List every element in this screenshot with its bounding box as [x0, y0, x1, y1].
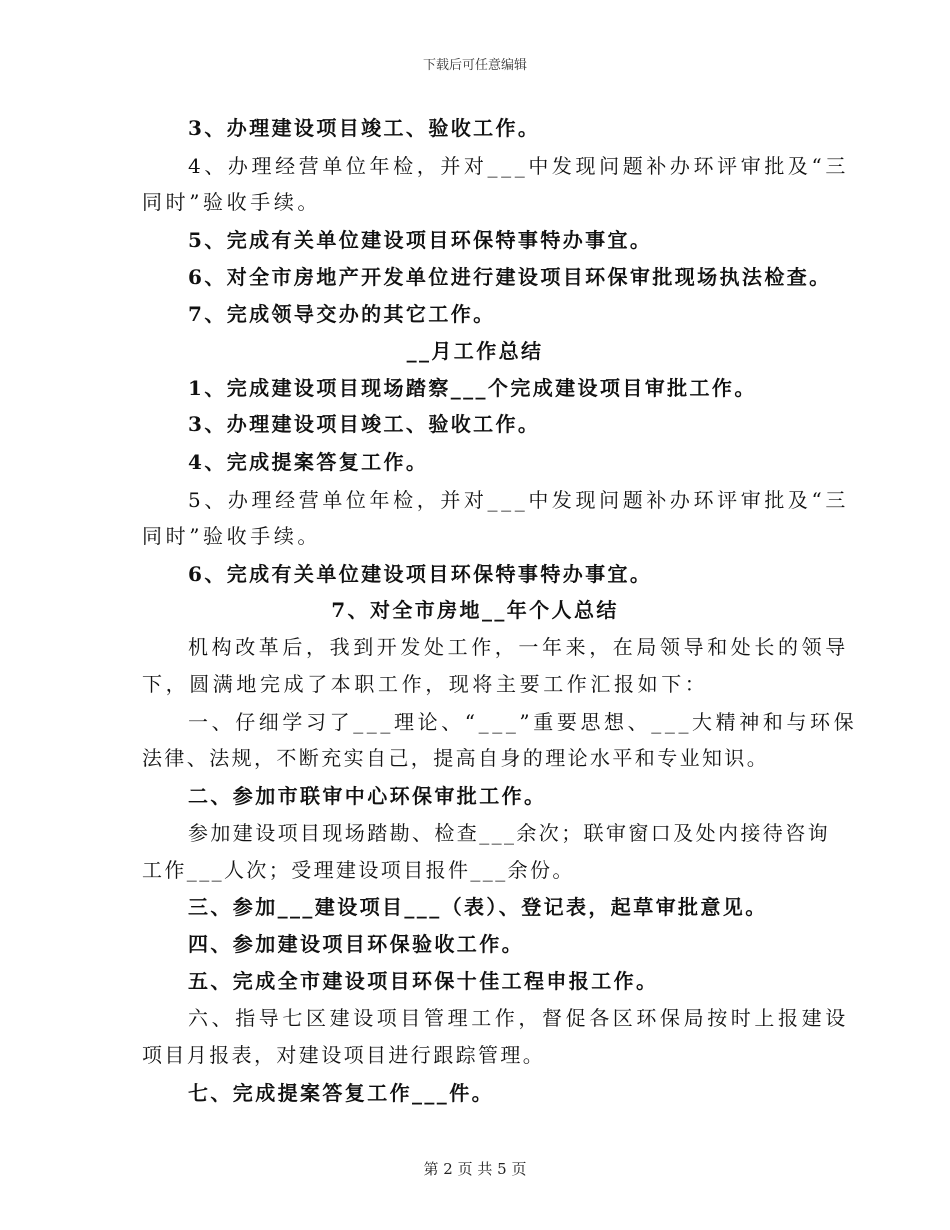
text-line: 五、完成全市建设项目环保十佳工程申报工作。	[188, 969, 659, 993]
text-line: 四、参加建设项目环保验收工作。	[188, 932, 524, 956]
text-line: 二、参加市联审中心环保审批工作。	[188, 784, 547, 808]
text-line: 机构改革后，我到开发处工作，一年来，在局领导和处长的领导	[188, 635, 849, 659]
text-line: 3、办理建设项目竣工、验收工作。	[188, 116, 541, 140]
text-line: 下，圆满地完成了本职工作，现将主要工作汇报如下：	[142, 672, 709, 696]
text-line: 5、完成有关单位建设项目环保特事特办事宜。	[188, 228, 653, 252]
section-heading: 7、对全市房地__年个人总结	[331, 598, 619, 622]
text-line: 七、完成提案答复工作___件。	[188, 1081, 494, 1105]
text-line: 项目月报表，对建设项目进行跟踪管理。	[142, 1043, 546, 1067]
text-line: 6、对全市房地产开发单位进行建设项目环保审批现场执法检查。	[188, 265, 832, 289]
text-line: 工作___人次；受理建设项目报件___余份。	[142, 858, 575, 882]
text-line: 7、完成领导交办的其它工作。	[188, 302, 496, 326]
text-line: 同时”验收手续。	[142, 524, 322, 548]
page-header: 下载后可任意编辑	[422, 58, 527, 73]
text-line: 5、办理经营单位年检，并对___中发现问题补办环评审批及“三	[188, 488, 849, 512]
text-line: 4、完成提案答复工作。	[188, 450, 429, 474]
text-line: 三、参加___建设项目___（表）、登记表，起草审批意见。	[188, 895, 768, 919]
text-line: 1、完成建设项目现场踏察___个完成建设项目审批工作。	[188, 376, 757, 400]
text-line: 3、办理建设项目竣工、验收工作。	[188, 412, 541, 436]
text-line: 4、办理经营单位年检，并对___中发现问题补办环评审批及“三	[188, 154, 849, 178]
text-line: 一、仔细学习了___理论、“___”重要思想、___大精神和与环保	[188, 710, 858, 734]
text-line: 参加建设项目现场踏勘、检查___余次；联审窗口及处内接待咨询	[188, 821, 830, 845]
text-line: 法律、法规，不断充实自己，提高自身的理论水平和专业知识。	[142, 746, 770, 770]
text-line: 6、完成有关单位建设项目环保特事特办事宜。	[188, 562, 653, 586]
text-line: 六、指导七区建设项目管理工作，督促各区环保局按时上报建设	[188, 1006, 849, 1030]
text-line: 同时”验收手续。	[142, 190, 322, 214]
page-footer: 第 2 页 共 5 页	[423, 1160, 527, 1178]
section-heading: __月工作总结	[406, 339, 544, 363]
